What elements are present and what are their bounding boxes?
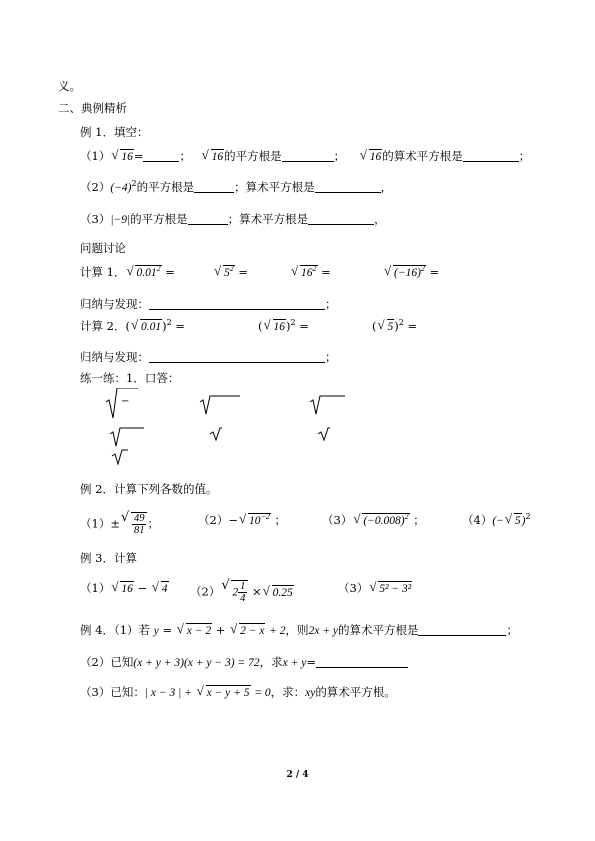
example-2-item-1: （1）± √ $\frac{49}{81}$ ；	[80, 512, 159, 536]
practice-roots	[100, 388, 360, 468]
calc-1-item-2: √ $5^2$ =	[213, 264, 248, 281]
example-2-item-2: （2）−√ $10^{-2}$ ；	[198, 512, 286, 529]
example-1-item-3: （3）|−9|的平方根是 ；算术平方根是 ，	[80, 212, 386, 226]
induction-1: 归纳与发现： ；	[80, 297, 337, 311]
example-1-item-1: （1）√ 16= ； √ 16的平方根是 ； √ 16的算术平方根是 ；	[80, 148, 530, 165]
radical-sign	[200, 396, 240, 414]
example-3-item-3: （3）√ 5² − 3²	[338, 580, 412, 597]
calc-1-line: 计算 1．√ 0.01$^2$ =	[80, 264, 175, 281]
calc-2-line: 计算 2．(√ 0.01)$^2$ =	[80, 318, 185, 335]
example-2-title: 例 2．计算下列各数的值。	[80, 482, 218, 496]
example-3-title: 例 3．计算	[80, 551, 137, 565]
calc-1-item-4: √ $(-16)^2$ =	[383, 264, 439, 281]
calc-2-item-2: (√ 16)$^2$ =	[258, 318, 309, 335]
example-2-item-4: （4）(−√ 5)$^2$	[462, 512, 531, 529]
example-2-item-3: （3）√ $(-0.008)^2$ ；	[322, 512, 425, 529]
example-4-item-1: 例 4．（1）若 y = √ x − 2 + √ 2 − x + 2，则2x + y的算术平方根是 ；	[80, 622, 518, 639]
discussion-heading: 问题讨论	[80, 241, 126, 255]
radical-sign	[110, 428, 144, 446]
example-3-item-2: （2）√ 2 $\frac{1}{4}$ ×√ 0.25	[190, 580, 294, 604]
example-3-item-1: （1）√ 16 − √ 4	[80, 580, 169, 597]
example-4-item-2: （2）已知(x + y + 3)(x + y − 3) = 72，求x + y=	[80, 654, 408, 671]
practice-title: 练一练：1．口答：	[80, 371, 180, 385]
radical-sign	[310, 396, 345, 414]
calc-2-item-3: (√ 5)$^2$ =	[372, 318, 417, 335]
calc-1-item-3: √ $16^2$ =	[290, 264, 331, 281]
example-1-title: 例 1．填空：	[80, 125, 149, 139]
radical-sign	[210, 428, 222, 440]
induction-2: 归纳与发现： ；	[80, 350, 337, 364]
section-heading: 二、典例精析	[58, 101, 127, 115]
example-1-item-2: $(2)(-4)^2$的平方根是 ；算术平方根是 ，	[80, 179, 393, 194]
example-4-item-3: （3）已知：| x − 3 | + √ x − y + 5 = 0，求：xy的算术平方根。	[80, 684, 396, 701]
text-line: 义。	[58, 79, 81, 93]
radical-sign	[112, 450, 128, 464]
page-number: 2 / 4	[286, 770, 309, 780]
dash-text: −	[121, 396, 130, 407]
radical-sign	[318, 428, 330, 440]
